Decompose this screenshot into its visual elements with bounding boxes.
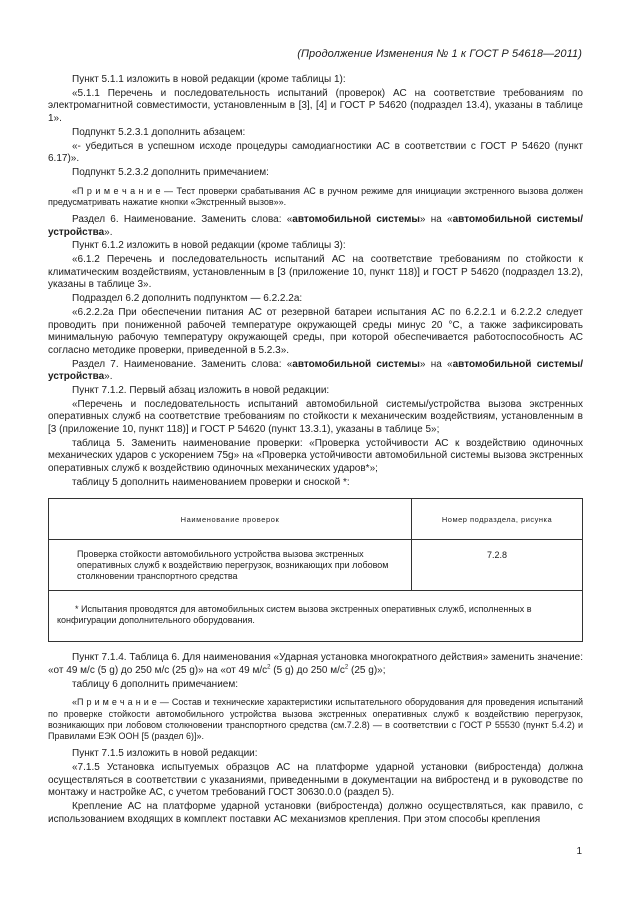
text: ». <box>104 226 113 238</box>
paragraph: Подпункт 5.2.3.2 дополнить примечанием: <box>72 166 269 178</box>
table-cell: 7.2.8 <box>412 540 583 591</box>
paragraph: таблица 5. Заменить наименование проверки: «Проверка устойчивости АС к воздействию одиночных механических ударов с ускорением 75g» на «Проверка устойчивости автомобильной системы вызова экстренных оперативных служб к воздействию одиночных механических ударов*»; <box>48 437 583 474</box>
text: » на « <box>419 358 453 370</box>
paragraph: Пункт 5.1.1 изложить в новой редакции (кроме таблицы 1): <box>72 74 346 85</box>
text: » на « <box>419 214 453 226</box>
paragraph: «- убедиться в успешном исходе процедуры самодиагностики АС в соответствии с ГОСТ Р 54620 (пункт 6.17)». <box>48 140 583 165</box>
page-number: 1 <box>576 846 582 857</box>
paragraph: Пункт 7.1.2. Первый абзац изложить в новой редакции: <box>72 384 330 396</box>
bold-text: автомобильной системы/устройства <box>48 214 584 238</box>
paragraph: таблицу 5 дополнить наименованием проверки и сноской *: <box>72 476 350 488</box>
paragraph: Подпункт 5.2.3.1 дополнить абзацем: <box>72 126 246 138</box>
text: Пункт 7.1.4. Таблица 6. Для наименования «Ударная установка многократного действия» заменить значение: «от 49 м/с (5 g) до 250 м/с (25 g)» на «от 49 м/с <box>48 652 583 676</box>
text: (25 g)»; <box>348 664 386 676</box>
paragraph: таблицу 6 дополнить примечанием: <box>72 678 239 690</box>
table-header-cell: Наименование проверок <box>49 499 412 540</box>
paragraph <box>48 359 583 384</box>
paragraph: Пункт 6.1.2 изложить в новой редакции (кроме таблицы 3): <box>72 240 346 252</box>
note <box>48 697 583 742</box>
paragraph: «6.2.2.2а При обеспечении питания АС от резервной батареи испытания АС по 6.2.2.1 и 6.2.2.2 следует проводить при пониженной рабочей температуре окружающей среды минус 20 °С, а также зафиксировать минимальную рабочую температуру окружающей среды, при которой обеспечивается работоспособность АС согласно методике проверки, приведенной в 5.2.3». <box>48 307 583 356</box>
text: Раздел 7. Наименование. Заменить слова: « <box>72 358 293 370</box>
paragraph: Пункт 7.1.5 изложить в новой редакции: <box>72 748 258 760</box>
paragraph <box>48 652 583 677</box>
note-text: — Тест проверки срабатывания АС в ручном режиме для инициации экстренного вызова должен предусматривать нажатие кнопки «Экстренный вызов»». <box>48 185 583 207</box>
superscript: 2 <box>344 664 349 671</box>
paragraph <box>48 214 583 239</box>
note <box>48 186 583 209</box>
table-cell: Проверка стойкости автомобильного устройства вызова экстренных оперативных служб к воздействию перегрузок, возникающих при лобовом столкновении транспортного средства <box>49 540 412 591</box>
text: ». <box>104 371 113 383</box>
paragraph: Крепление АС на платформе ударной установки (вибростенда) должно осуществляться, как правило, с использованием входящих в комплект поставки АС механизмов крепления. При этом способы крепления <box>48 801 583 825</box>
table-header-cell: Номер подраздела, рисунка <box>412 499 583 540</box>
bold-text: автомобильной системы <box>292 214 420 226</box>
text: (5 g) до 250 м/с <box>270 664 345 676</box>
paragraph: «6.1.2 Перечень и последовательность испытаний АС на соответствие требованиям по стойкости к климатическим воздействиям, установленным в [3 (приложение 10, пункт 118)] и ГОСТ Р 54620 (подраздел 13.2), указаны в таблице 3». <box>48 254 583 291</box>
table-row <box>49 540 583 591</box>
paragraph: Подраздел 6.2 дополнить подпунктом — 6.2.2.2а: <box>72 293 303 305</box>
paragraph: «7.1.5 Установка испытуемых образцов АС на платформе ударной установки (вибростенда) должна осуществляться в соответствии с указаниями, приведенными в документации на вибростенд и в руководстве по монтажу и настройке АС, с учетом требований ГОСТ 30630.0.0 (раздел 5). <box>48 762 583 799</box>
bold-text: автомобильной системы <box>292 358 420 370</box>
superscript: 2 <box>267 664 271 671</box>
text: Раздел 6. Наименование. Заменить слова: « <box>72 214 293 226</box>
note-label: «П р и м е ч а н и е <box>72 185 161 196</box>
bold-text: автомобильной системы/устройства <box>48 358 584 383</box>
note-text: — Состав и технические характеристики испытательного оборудования для проведения испытаний по проверке стойкости автомобильного устройства вызова экстренных оперативных служб к воздействию перегрузок, возникающих при лобовом столкновении транспортного средства (см.7.2.8) — в соответствии с ГОСТ Р 55530 (пункт 5.4.2) и Правилами ЕЭК ООН [5 (раздел 6)]». <box>48 697 584 742</box>
paragraph: «5.1.1 Перечень и последовательность испытаний (проверок) АС на соответствие требованиям по электромагнитной совместимости, установленным в [3], [4] и ГОСТ Р 54620 (подраздел 13.4), указаны в таблице 1». <box>48 87 583 124</box>
document-body <box>48 74 583 828</box>
table-footnote-row <box>49 591 583 642</box>
paragraph: «Перечень и последовательность испытаний автомобильной системы/устройства вызова экстренных оперативных служб на соответствие требованиям по стойкости к механическим воздействиям, установленным в [3 (приложение 10, пункт 118)] и ГОСТ Р 54620 (пункт 13.3.1), указаны в таблице 5»; <box>48 398 583 435</box>
table-footnote: * Испытания проводятся для автомобильных систем вызова экстренных оперативных служб, исполненных в конфигурации дополнительного оборудования. <box>49 591 583 642</box>
requirements-table <box>48 498 583 642</box>
table-header-row <box>49 499 583 540</box>
note-label: «П р и м е ч а н и е <box>72 697 157 708</box>
page-header: (Продолжение Изменения № 1 к ГОСТ Р 54618—2011) <box>297 48 582 60</box>
